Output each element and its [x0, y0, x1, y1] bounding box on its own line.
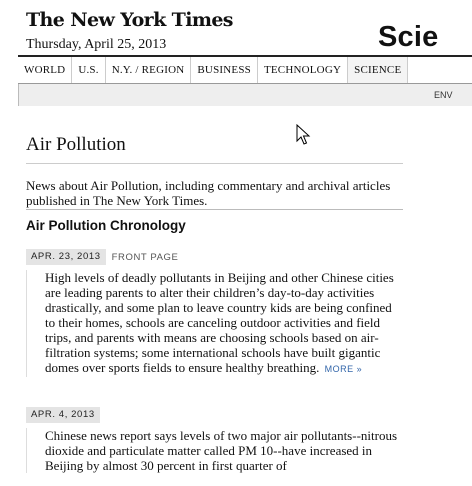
- subsection-strip: [18, 84, 472, 106]
- entry-header: [26, 407, 426, 423]
- chronology-entry: [26, 249, 426, 377]
- entry-summary[interactable]: [26, 428, 405, 473]
- topic-description: News about Air Pollution, including commentary and archival articles published in The New York Times.: [26, 178, 391, 208]
- entry-summary[interactable]: [26, 270, 405, 377]
- entry-text[interactable]: High levels of deadly pollutants in Beijing and other Chinese cities are leading parents to alter their children’s day-to-day activities drastically, and some plan to leave country kids are being confined to their homes, schools are canceling outdoor activities and field trips, and parents with means are choosing schools based on air-filtration systems; some international schools have built gigantic domes over sports fields to ensure healthy breathing.: [45, 270, 394, 375]
- chronology-title: Air Pollution Chronology: [26, 218, 186, 233]
- nav-item-us[interactable]: U.S.: [72, 57, 105, 83]
- subsection-link-env[interactable]: ENV: [434, 90, 453, 100]
- nav-item-science[interactable]: SCIENCE: [348, 57, 408, 83]
- entry-date-badge: APR. 4, 2013: [26, 407, 100, 423]
- entry-header: [26, 249, 426, 265]
- divider: [26, 163, 403, 164]
- nav-item-ny-region[interactable]: N.Y. / REGION: [106, 57, 192, 83]
- divider: [26, 209, 403, 210]
- section-title[interactable]: Scie: [378, 21, 439, 53]
- nyt-logo[interactable]: The New York Times: [26, 9, 233, 31]
- masthead: [18, 6, 472, 56]
- chronology-entry: [26, 407, 426, 473]
- nav-item-technology[interactable]: TECHNOLOGY: [258, 57, 348, 83]
- nav-item-business[interactable]: BUSINESS: [191, 57, 258, 83]
- more-link[interactable]: MORE »: [324, 364, 363, 374]
- entry-text[interactable]: Chinese news report says levels of two major air pollutants--nitrous dioxide and particulate matter called PM 10--have increased in Beijing by almost 30 percent in first quarter of: [45, 428, 398, 473]
- section-nav: [18, 55, 472, 84]
- nav-item-world[interactable]: WORLD: [18, 57, 72, 83]
- masthead-date: Thursday, April 25, 2013: [26, 37, 167, 52]
- entry-date-badge: APR. 23, 2013: [26, 249, 106, 265]
- entry-tag: FRONT PAGE: [111, 251, 179, 263]
- topic-title: Air Pollution: [26, 134, 126, 155]
- mouse-cursor-icon: [296, 124, 312, 146]
